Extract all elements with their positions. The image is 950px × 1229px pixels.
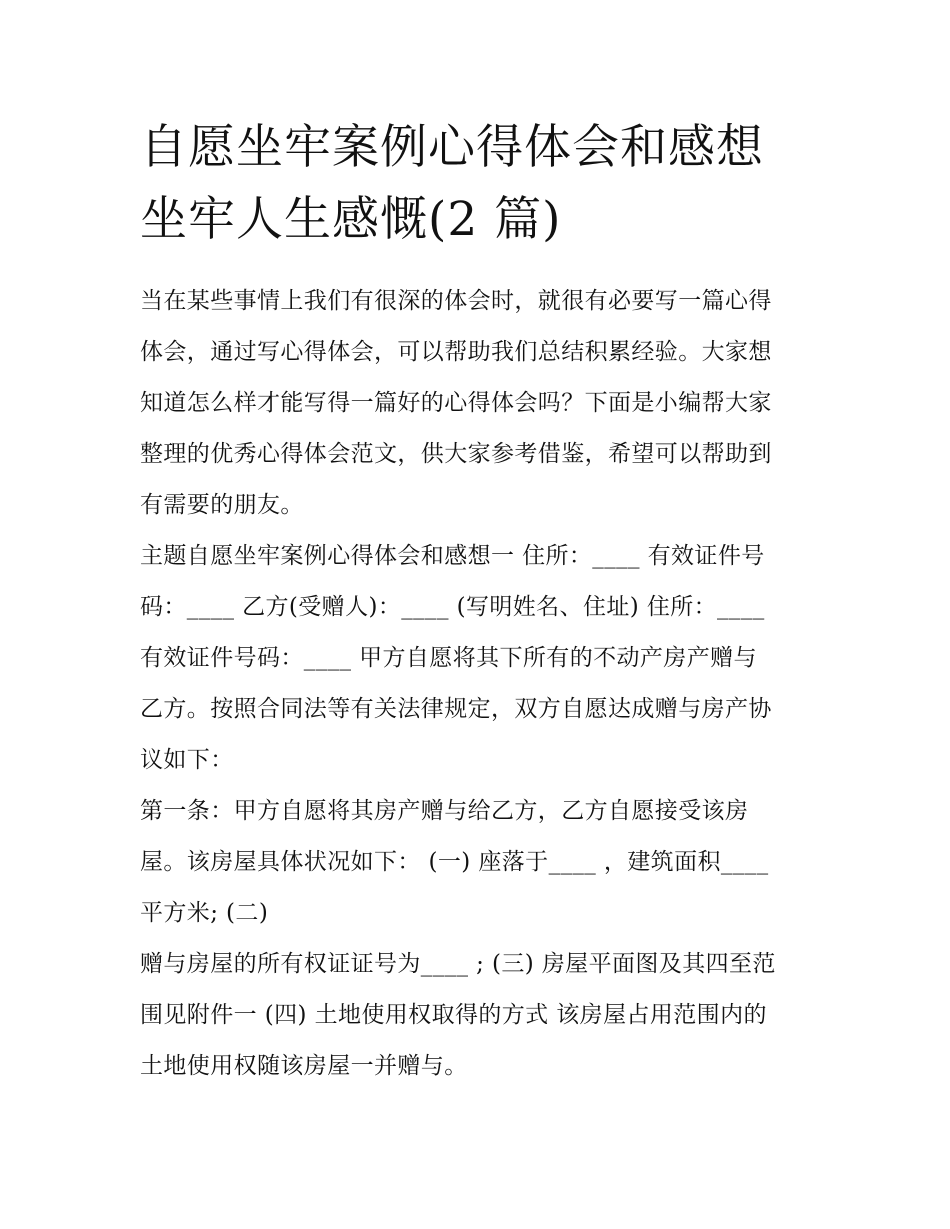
body-line: 土地使用权随该房屋一并赠与。 xyxy=(140,1053,468,1079)
title-line-1: 自愿坐牢案例心得体会和感想 xyxy=(140,120,764,175)
body-line: 屋。该房屋具体状况如下： (一) 座落于____ ，建筑面积____ xyxy=(140,849,769,875)
body-line: 有效证件号码：____ 甲方自愿将其下所有的不动产房产赠与 xyxy=(140,645,757,671)
body-line: 体会，通过写心得体会，可以帮助我们总结积累经验。大家想 xyxy=(140,339,772,365)
document-body xyxy=(140,276,820,1092)
document-title xyxy=(140,112,840,256)
body-line: 整理的优秀心得体会范文，供大家参考借鉴，希望可以帮助到 xyxy=(140,441,772,467)
body-line: 有需要的朋友。 xyxy=(140,492,304,518)
body-line: 乙方。按照合同法等有关法律规定，双方自愿达成赠与房产协 xyxy=(140,696,772,722)
body-line: 知道怎么样才能写得一篇好的心得体会吗？下面是小编帮大家 xyxy=(140,390,772,416)
body-line: 议如下： xyxy=(140,747,234,773)
body-line: 当在某些事情上我们有很深的体会时，就很有必要写一篇心得 xyxy=(140,288,772,314)
body-line: 码：____ 乙方(受赠人)：____ (写明姓名、住址) 住所：____ xyxy=(140,594,765,620)
body-line: 主题自愿坐牢案例心得体会和感想一 住所：____ 有效证件号 xyxy=(140,543,765,569)
body-line: 平方米; (二) xyxy=(140,900,269,926)
body-line: 围见附件一 (四) 土地使用权取得的方式 该房屋占用范围内的 xyxy=(140,1002,767,1028)
body-line: 赠与房屋的所有权证证号为____ ; (三) 房屋平面图及其四至范 xyxy=(140,951,776,977)
title-line-2: 坐牢人生感慨(2 篇) xyxy=(140,192,562,247)
body-line: 第一条：甲方自愿将其房产赠与给乙方，乙方自愿接受该房 xyxy=(140,798,749,824)
